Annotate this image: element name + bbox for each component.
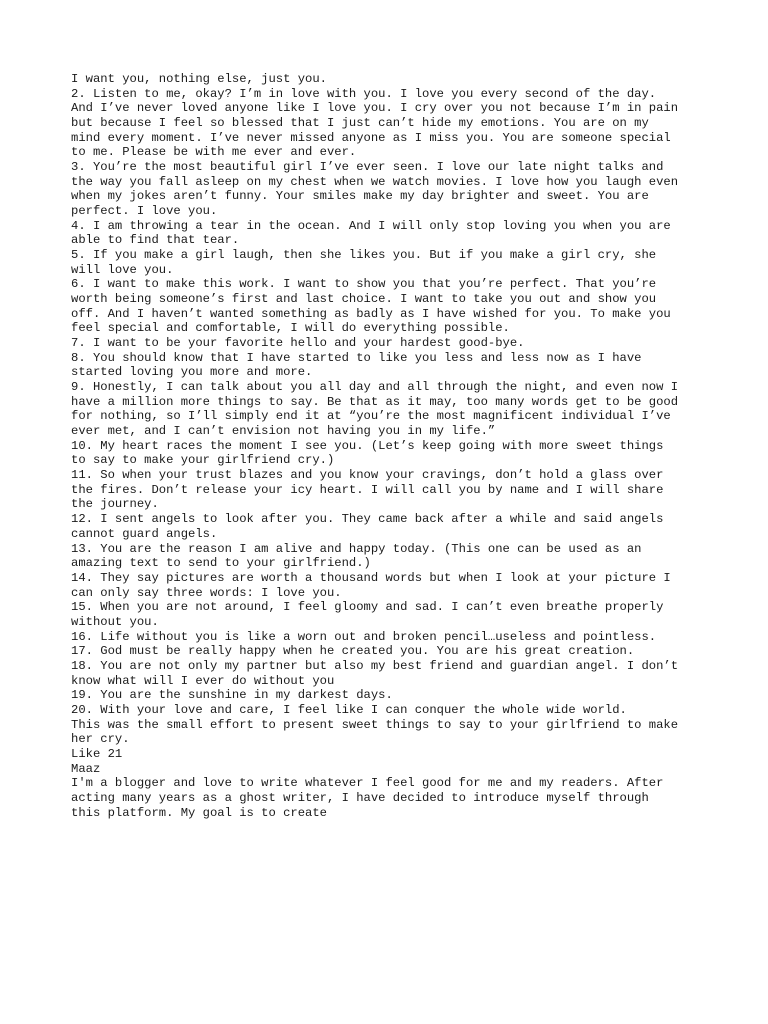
text-line: when my jokes aren’t funny. Your smiles make my day brighter and sweet. You are [71, 189, 649, 204]
text-line: to say to make your girlfriend cry.) [71, 453, 335, 468]
text-line: amazing text to send to your girlfriend.) [71, 556, 371, 571]
text-line: I want you, nothing else, just you. [71, 72, 327, 86]
text-line: This was the small effort to present sweet things to say to your girlfriend to make [71, 717, 679, 732]
author-bio-line: acting many years as a ghost writer, I have decided to introduce myself through [71, 790, 649, 805]
text-line: 3. You’re the most beautiful girl I’ve ever seen. I love our late night talks and [71, 160, 664, 175]
text-line: the way you fall asleep on my chest when we watch movies. I love how you laugh even [71, 174, 679, 189]
text-line: 19. You are the sunshine in my darkest days. [71, 688, 393, 703]
author-bio-line: this platform. My goal is to create [71, 805, 327, 820]
text-line: can only say three words: I love you. [71, 585, 342, 600]
text-line: 8. You should know that I have started to like you less and less now as I have [71, 350, 642, 365]
text-line: 20. With your love and care, I feel like I can conquer the whole wide world. [71, 702, 627, 717]
text-line: 2. Listen to me, okay? I’m in love with you. I love you every second of the day. [71, 86, 657, 101]
text-line: the fires. Don’t release your icy heart. I will call you by name and I will share [71, 482, 664, 497]
text-line: able to find that tear. [71, 233, 240, 248]
text-line: but because I feel so blessed that I just can’t hide my emotions. You are on my [71, 116, 649, 131]
text-line: 14. They say pictures are worth a thousand words but when I look at your picture I [71, 570, 671, 585]
text-line: off. And I haven’t wanted something as badly as I have wished for you. To make you [71, 306, 671, 321]
text-line: cannot guard angels. [71, 526, 218, 541]
text-line: 12. I sent angels to look after you. They came back after a while and said angels [71, 512, 664, 527]
author-name[interactable]: Maaz [71, 761, 101, 776]
text-line: worth being someone’s first and last choice. I want to take you out and show you [71, 292, 657, 307]
text-line: without you. [71, 614, 159, 629]
text-line: perfect. I love you. [71, 204, 218, 219]
text-line: mind every moment. I’ve never missed anyone as I miss you. You are someone special [71, 130, 671, 145]
text-line: the journey. [71, 497, 159, 512]
text-line: her cry. [71, 732, 130, 747]
text-line: ever met, and I can’t envision not having you in my life.” [71, 424, 496, 439]
text-line: 10. My heart races the moment I see you. (Let’s keep going with more sweet things [71, 438, 664, 453]
text-line: will love you. [71, 262, 174, 277]
text-line: 5. If you make a girl laugh, then she likes you. But if you make a girl cry, she [71, 248, 657, 263]
text-line: 13. You are the reason I am alive and happy today. (This one can be used as an [71, 541, 642, 556]
document-page [71, 72, 711, 820]
text-line: 9. Honestly, I can talk about you all day and all through the night, and even now I [71, 380, 679, 395]
text-line: And I’ve never loved anyone like I love you. I cry over you not because I’m in pain [71, 101, 679, 116]
author-bio-line: I'm a blogger and love to write whatever I feel good for me and my readers. After [71, 776, 664, 791]
text-line: 17. God must be really happy when he created you. You are his great creation. [71, 644, 635, 659]
text-line: 7. I want to be your favorite hello and your hardest good-bye. [71, 336, 525, 351]
text-line: 6. I want to make this work. I want to show you that you’re perfect. That you’re [71, 277, 657, 292]
text-line: feel special and comfortable, I will do everything possible. [71, 321, 510, 336]
text-line: 11. So when your trust blazes and you know your cravings, don’t hold a glass over [71, 468, 664, 483]
like-count[interactable]: Like 21 [71, 746, 123, 761]
text-line: 15. When you are not around, I feel gloomy and sad. I can’t even breathe properly [71, 600, 664, 615]
text-line: 16. Life without you is like a worn out and broken pencil…useless and pointless. [71, 629, 657, 644]
text-line: 4. I am throwing a tear in the ocean. And I will only stop loving you when you are [71, 218, 671, 233]
text-line: 18. You are not only my partner but also my best friend and guardian angel. I don’t [71, 658, 679, 673]
text-line: have a million more things to say. Be that as it may, too many words get to be good [71, 394, 679, 409]
text-line: started loving you more and more. [71, 365, 313, 380]
text-line: know what will I ever do without you [71, 673, 335, 688]
text-line: to me. Please be with me ever and ever. [71, 145, 357, 160]
text-line: for nothing, so I’ll simply end it at “you’re the most magnificent individual I’ve [71, 409, 671, 424]
